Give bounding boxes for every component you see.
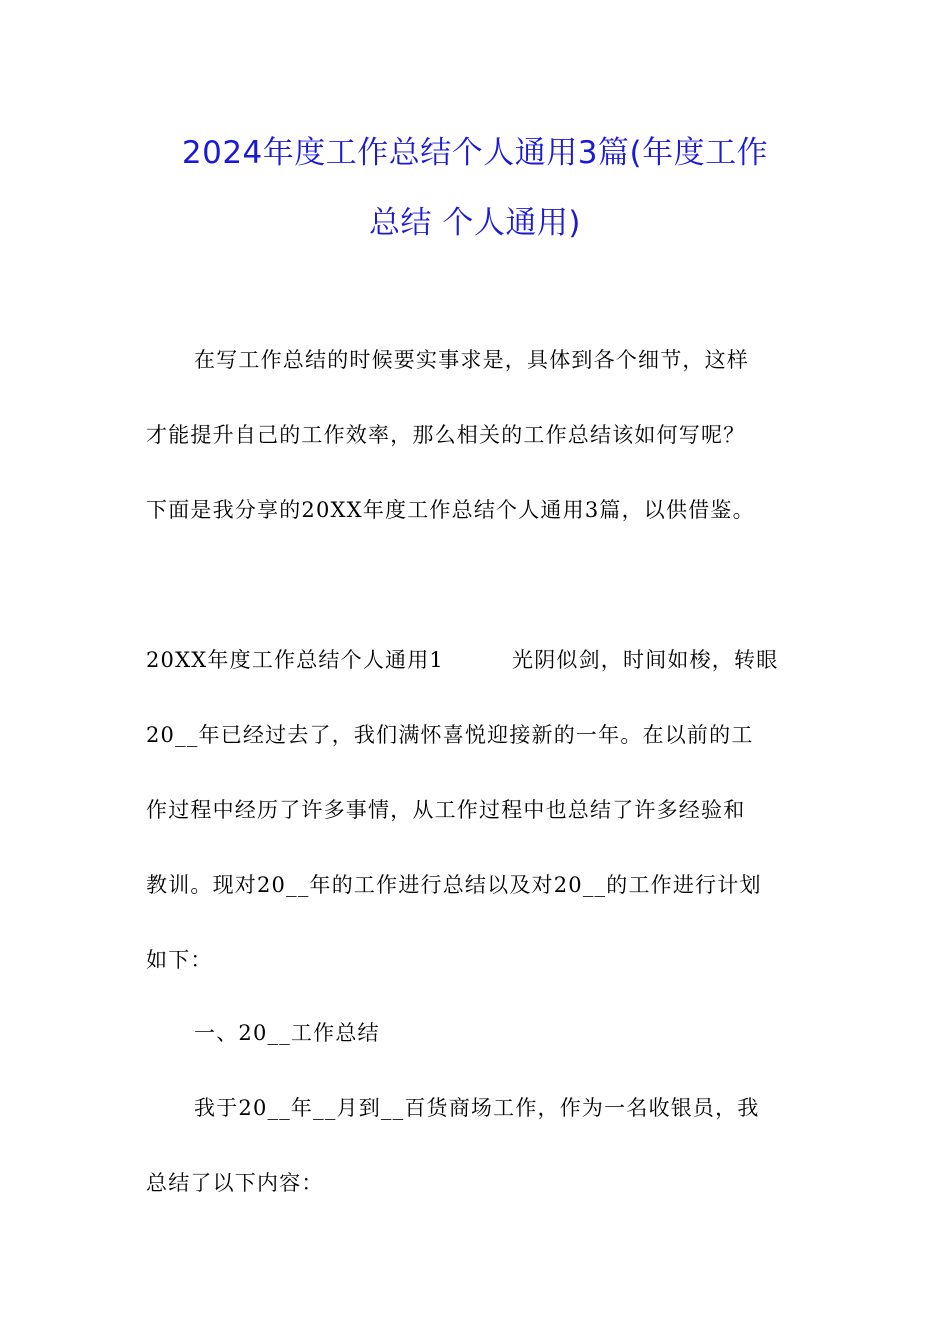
paragraph-2-line-2: 总结了以下内容： [146,1171,324,1195]
document-title-line-2: 总结 个人通用) [369,205,581,241]
intro-line-2: 才能提升自己的工作效率，那么相关的工作总结该如何写呢？ [146,423,746,447]
paragraph-2-line-1: 我于20__年__月到__百货商场工作，作为一名收银员，我 [194,1096,760,1120]
intro-line-1: 在写工作总结的时候要实事求是，具体到各个细节，这样 [194,348,749,372]
section-1-body-line-4: 如下： [146,948,213,972]
section-1-first-line-tail: 光阴似剑，时间如梭，转眼 [512,648,779,672]
section-1-body-line-1: 20__年已经过去了，我们满怀喜悦迎接新的一年。在以前的工 [146,723,754,747]
section-1-body-line-3: 教训。现对20__年的工作进行总结以及对20__的工作进行计划 [146,873,762,897]
subheading-work-summary: 一、20__工作总结 [194,1021,380,1045]
document-title-line-1: 2024年度工作总结个人通用3篇(年度工作 [181,135,769,171]
section-1-heading: 20XX年度工作总结个人通用1 [146,648,444,672]
section-1-body-line-2: 作过程中经历了许多事情，从工作过程中也总结了许多经验和 [146,798,746,822]
intro-line-3: 下面是我分享的20XX年度工作总结个人通用3篇，以供借鉴。 [146,498,755,522]
